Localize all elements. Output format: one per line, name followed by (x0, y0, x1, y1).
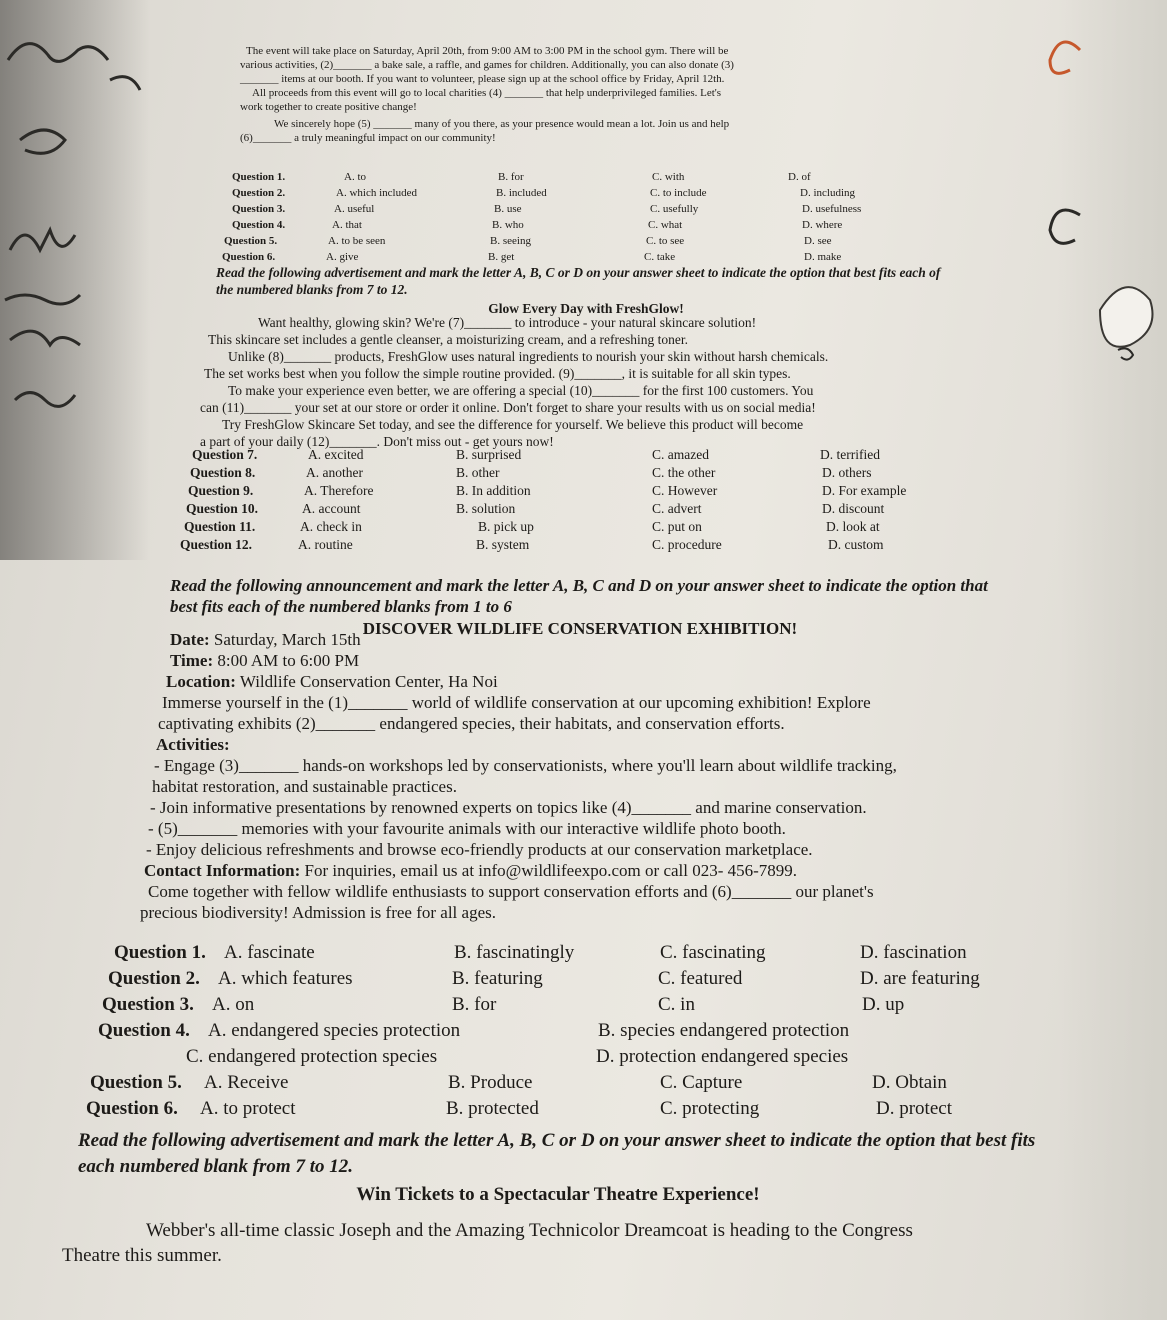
option-d[interactable]: D. terrified (820, 447, 880, 462)
option-a[interactable]: A. that (332, 219, 362, 231)
instruction-text: Read the following announcement and mark the letter A, B, C and D on your answer sheet to indicate the option that best fits each of the numbered blanks from 1 to 6 (170, 576, 988, 616)
activity-line: - (5)_______ memories with your favourite animals with our interactive wildlife photo booth. (148, 819, 786, 838)
contact-label: Contact Information: (144, 861, 301, 880)
question-row (232, 218, 932, 234)
paragraph-line: We sincerely hope (5) _______ many of you there, as your presence would mean a lot. Join us and help (274, 118, 730, 130)
paragraph-line: captivating exhibits (2)_______ endangered species, their habitats, and conservation efforts. (158, 714, 785, 733)
date-value: Saturday, March 15th (213, 630, 361, 649)
question-label: Question 11. (184, 519, 256, 534)
time-value: 8:00 AM to 6:00 PM (217, 651, 360, 670)
question-row (108, 1044, 1008, 1070)
paragraph-line: _______ items at our booth. If you want to volunteer, please sign up at the school office by Friday, April 12th. (240, 73, 725, 85)
question-row (98, 1018, 1008, 1044)
option-c[interactable]: C. fascinating (660, 942, 766, 963)
question-label: Question 5. (224, 235, 278, 247)
question-label: Question 3. (232, 203, 286, 215)
date-label: Date: (170, 630, 210, 649)
option-d[interactable]: D. protect (876, 1098, 952, 1119)
theatre-paragraph (62, 1218, 1122, 1268)
option-a[interactable]: A. Therefore (304, 483, 374, 498)
option-b[interactable]: B. Produce (448, 1072, 533, 1093)
option-b[interactable]: B. other (456, 465, 500, 480)
question-label: Question 1. (232, 171, 286, 183)
option-c[interactable]: C. in (658, 994, 695, 1015)
activity-line: - Enjoy delicious refreshments and browse eco-friendly products at our conservation marketplace. (146, 840, 813, 859)
time-line (170, 650, 1010, 671)
option-c[interactable]: C. However (652, 483, 718, 498)
option-c[interactable]: C. to see (646, 235, 685, 247)
contact-line (144, 860, 1010, 881)
location-line (166, 671, 1010, 692)
option-d[interactable]: D. usefulness (802, 203, 862, 215)
option-d[interactable]: D. custom (828, 537, 884, 552)
option-b[interactable]: B. In addition (456, 483, 531, 498)
option-b[interactable]: B. featuring (452, 968, 543, 989)
paragraph-line: Come together with fellow wildlife enthusiasts to support conservation efforts and (6)_______ our planet's (148, 882, 874, 901)
option-a[interactable]: A. excited (308, 447, 364, 462)
option-d[interactable]: D. fascination (860, 942, 967, 963)
option-d[interactable]: D. discount (822, 501, 885, 516)
margin-doodles-icon (0, 20, 160, 440)
paragraph-line: various activities, (2)_______ a bake sale, a raffle, and games for children. Additionally, you can also donate (3) (240, 59, 734, 71)
paragraph-line: Theatre this summer. (62, 1245, 222, 1266)
option-c[interactable]: C. take (644, 251, 676, 263)
paragraph-line: Webber's all-time classic Joseph and the Amazing Technicolor Dreamcoat is heading to the Congress (146, 1220, 913, 1241)
question-row (186, 464, 926, 482)
paragraph-line: (6)_______ a truly meaningful impact on our community! (240, 132, 496, 144)
question-row (90, 1070, 1008, 1096)
option-d[interactable]: D. look at (826, 519, 880, 534)
question-label: Question 1. (114, 942, 206, 963)
option-b[interactable]: B. pick up (478, 519, 534, 534)
question-label: Question 6. (86, 1098, 178, 1119)
option-c[interactable]: C. Capture (660, 1072, 743, 1093)
paragraph-line: work together to create positive change! (240, 101, 417, 113)
section-title: Glow Every Day with FreshGlow! (488, 301, 684, 316)
option-b[interactable]: B. who (492, 219, 524, 231)
option-c[interactable]: C. protecting (660, 1098, 760, 1119)
option-b[interactable]: B. for (498, 171, 524, 183)
instruction-text: Read the following advertisement and mark the letter A, B, C or D on your answer sheet to indicate the option that best fits each numbered blank from 7 to 12. (78, 1130, 1036, 1177)
paragraph-line: Want healthy, glowing skin? We're (7)_______ to introduce - your natural skincare solution! (258, 315, 757, 330)
question-row (232, 170, 932, 186)
option-a[interactable]: A. on (212, 994, 255, 1015)
paragraph-line: a part of your daily (12)_______. Don't miss out - get yours now! (200, 434, 554, 449)
question-label: Question 7. (192, 447, 258, 462)
option-a[interactable]: A. Receive (204, 1072, 289, 1093)
option-c[interactable]: C. endangered protection species (186, 1046, 438, 1067)
option-c[interactable]: C. usefully (650, 203, 699, 215)
paragraph-line: Unlike (8)_______ products, FreshGlow uses natural ingredients to nourish your skin without harsh chemicals. (228, 349, 829, 364)
paragraph-line: Immerse yourself in the (1)_______ world of wildlife conservation at our upcoming exhibition! Explore (162, 693, 871, 712)
event-paragraph (240, 44, 970, 145)
location-label: Location: (166, 672, 236, 691)
option-b[interactable]: B. for (452, 994, 497, 1015)
option-a[interactable]: A. another (306, 465, 363, 480)
question-label: Question 4. (232, 219, 286, 231)
freshglow-paragraph (200, 314, 980, 450)
option-d[interactable]: D. others (822, 465, 872, 480)
option-a[interactable]: A. which features (218, 968, 353, 989)
question-row (102, 992, 1008, 1018)
option-d[interactable]: D. Obtain (872, 1072, 947, 1093)
option-a[interactable]: A. account (302, 501, 361, 516)
date-line (170, 629, 1010, 650)
option-a[interactable]: A. give (326, 251, 359, 263)
question-label: Question 12. (180, 537, 253, 552)
option-b[interactable]: B. system (476, 537, 530, 552)
section-title: Win Tickets to a Spectacular Theatre Experience! (356, 1184, 760, 1205)
option-d[interactable]: D. see (804, 235, 832, 247)
time-label: Time: (170, 651, 214, 670)
paragraph-line: Try FreshGlow Skincare Set today, and see the difference for yourself. We believe this product will become (222, 417, 804, 432)
wildlife-details (140, 629, 1010, 923)
option-c[interactable]: C. featured (658, 968, 743, 989)
option-d[interactable]: D. including (800, 187, 855, 199)
option-d[interactable]: D. make (804, 251, 842, 263)
option-d[interactable]: D. where (802, 219, 843, 231)
question-row (186, 500, 926, 518)
option-a[interactable]: A. endangered species protection (208, 1020, 461, 1041)
question-row (86, 1096, 1008, 1122)
question-row (180, 536, 926, 554)
option-c[interactable]: C. what (648, 219, 683, 231)
option-c[interactable]: C. advert (652, 501, 702, 516)
question-label: Question 6. (222, 251, 276, 263)
activity-line: - Engage (3)_______ hands-on workshops led by conservationists, where you'll learn about wildlife tracking, (154, 756, 897, 775)
option-c[interactable]: C. with (652, 171, 685, 183)
option-c[interactable]: C. to include (650, 187, 707, 199)
option-a[interactable]: A. fascinate (224, 942, 315, 963)
option-a[interactable]: A. to protect (200, 1098, 296, 1119)
option-d[interactable]: D. of (788, 171, 811, 183)
questions-1-6 (222, 170, 932, 266)
option-d[interactable]: D. protection endangered species (596, 1046, 849, 1067)
question-label: Question 9. (188, 483, 254, 498)
option-a[interactable]: A. to be seen (328, 235, 386, 247)
question-label: Question 4. (98, 1020, 190, 1041)
question-row (232, 202, 932, 218)
option-b[interactable]: B. included (496, 187, 547, 199)
questions-1-6-wildlife (86, 940, 1008, 1122)
paragraph-line: precious biodiversity! Admission is free for all ages. (140, 903, 496, 922)
option-b[interactable]: B. species endangered protection (598, 1020, 850, 1041)
paragraph-line: To make your experience even better, we are offering a special (10)_______ for the first 100 customers. You (228, 383, 814, 398)
activity-line: - Join informative presentations by renowned experts on topics like (4)_______ and marine conservation. (150, 798, 867, 817)
option-d[interactable]: D. are featuring (860, 968, 980, 989)
question-row (232, 186, 932, 202)
question-row (224, 234, 932, 250)
paragraph-line: This skincare set includes a gentle cleanser, a moisturizing cream, and a refreshing toner. (208, 332, 689, 347)
question-label: Question 8. (190, 465, 256, 480)
paragraph-line: The set works best when you follow the simple routine provided. (9)_______, it is suitable for all skin types. (204, 366, 791, 381)
option-a[interactable]: A. routine (298, 537, 353, 552)
question-row (108, 966, 1008, 992)
option-b[interactable]: B. seeing (490, 235, 531, 247)
option-c[interactable]: C. amazed (652, 447, 709, 462)
theatre-section (78, 1128, 1038, 1207)
question-row (186, 518, 926, 536)
instruction-text: Read the following advertisement and mark the letter A, B, C or D on your answer sheet to indicate the option that best fits each of the numbered blanks from 7 to 12. (216, 265, 941, 297)
question-row (186, 482, 926, 500)
option-b[interactable]: B. fascinatingly (454, 942, 575, 963)
question-row (186, 446, 926, 464)
section-title: DISCOVER WILDLIFE CONSERVATION EXHIBITION! (362, 619, 798, 638)
option-d[interactable]: D. For example (822, 483, 907, 498)
question-label: Question 2. (108, 968, 200, 989)
margin-doodles-right-icon (1040, 20, 1167, 400)
option-a[interactable]: A. check in (300, 519, 362, 534)
option-b[interactable]: B. get (488, 251, 515, 263)
questions-7-12 (180, 446, 926, 554)
location-value: Wildlife Conservation Center, Ha Noi (239, 672, 498, 691)
question-label: Question 10. (186, 501, 259, 516)
activity-line: habitat restoration, and sustainable practices. (152, 777, 457, 796)
paragraph-line: The event will take place on Saturday, April 20th, from 9:00 AM to 3:00 PM in the school gym. There will be (246, 45, 729, 57)
contact-text: For inquiries, email us at info@wildlifeexpo.com or call 023- 456-7899. (304, 861, 798, 880)
option-a[interactable]: A. to (344, 171, 366, 183)
option-c[interactable]: C. put on (652, 519, 702, 534)
option-b[interactable]: B. use (494, 203, 522, 215)
option-c[interactable]: C. the other (652, 465, 716, 480)
question-label: Question 2. (232, 187, 286, 199)
option-d[interactable]: D. up (862, 994, 905, 1015)
question-row (108, 940, 1008, 966)
option-c[interactable]: C. procedure (652, 537, 722, 552)
option-a[interactable]: A. useful (334, 203, 375, 215)
paragraph-line: can (11)_______ your set at our store or order it online. Don't forget to share your results with us on social media! (200, 400, 816, 415)
option-b[interactable]: B. protected (446, 1098, 539, 1119)
freshglow-section (216, 264, 956, 317)
question-label: Question 3. (102, 994, 194, 1015)
paragraph-line: All proceeds from this event will go to local charities (4) _______ that help underprivileged families. Let's (252, 87, 722, 99)
option-a[interactable]: A. which included (336, 187, 417, 199)
question-label: Question 5. (90, 1072, 182, 1093)
option-b[interactable]: B. solution (456, 501, 516, 516)
activities-label: Activities: (156, 735, 230, 754)
option-b[interactable]: B. surprised (456, 447, 522, 462)
